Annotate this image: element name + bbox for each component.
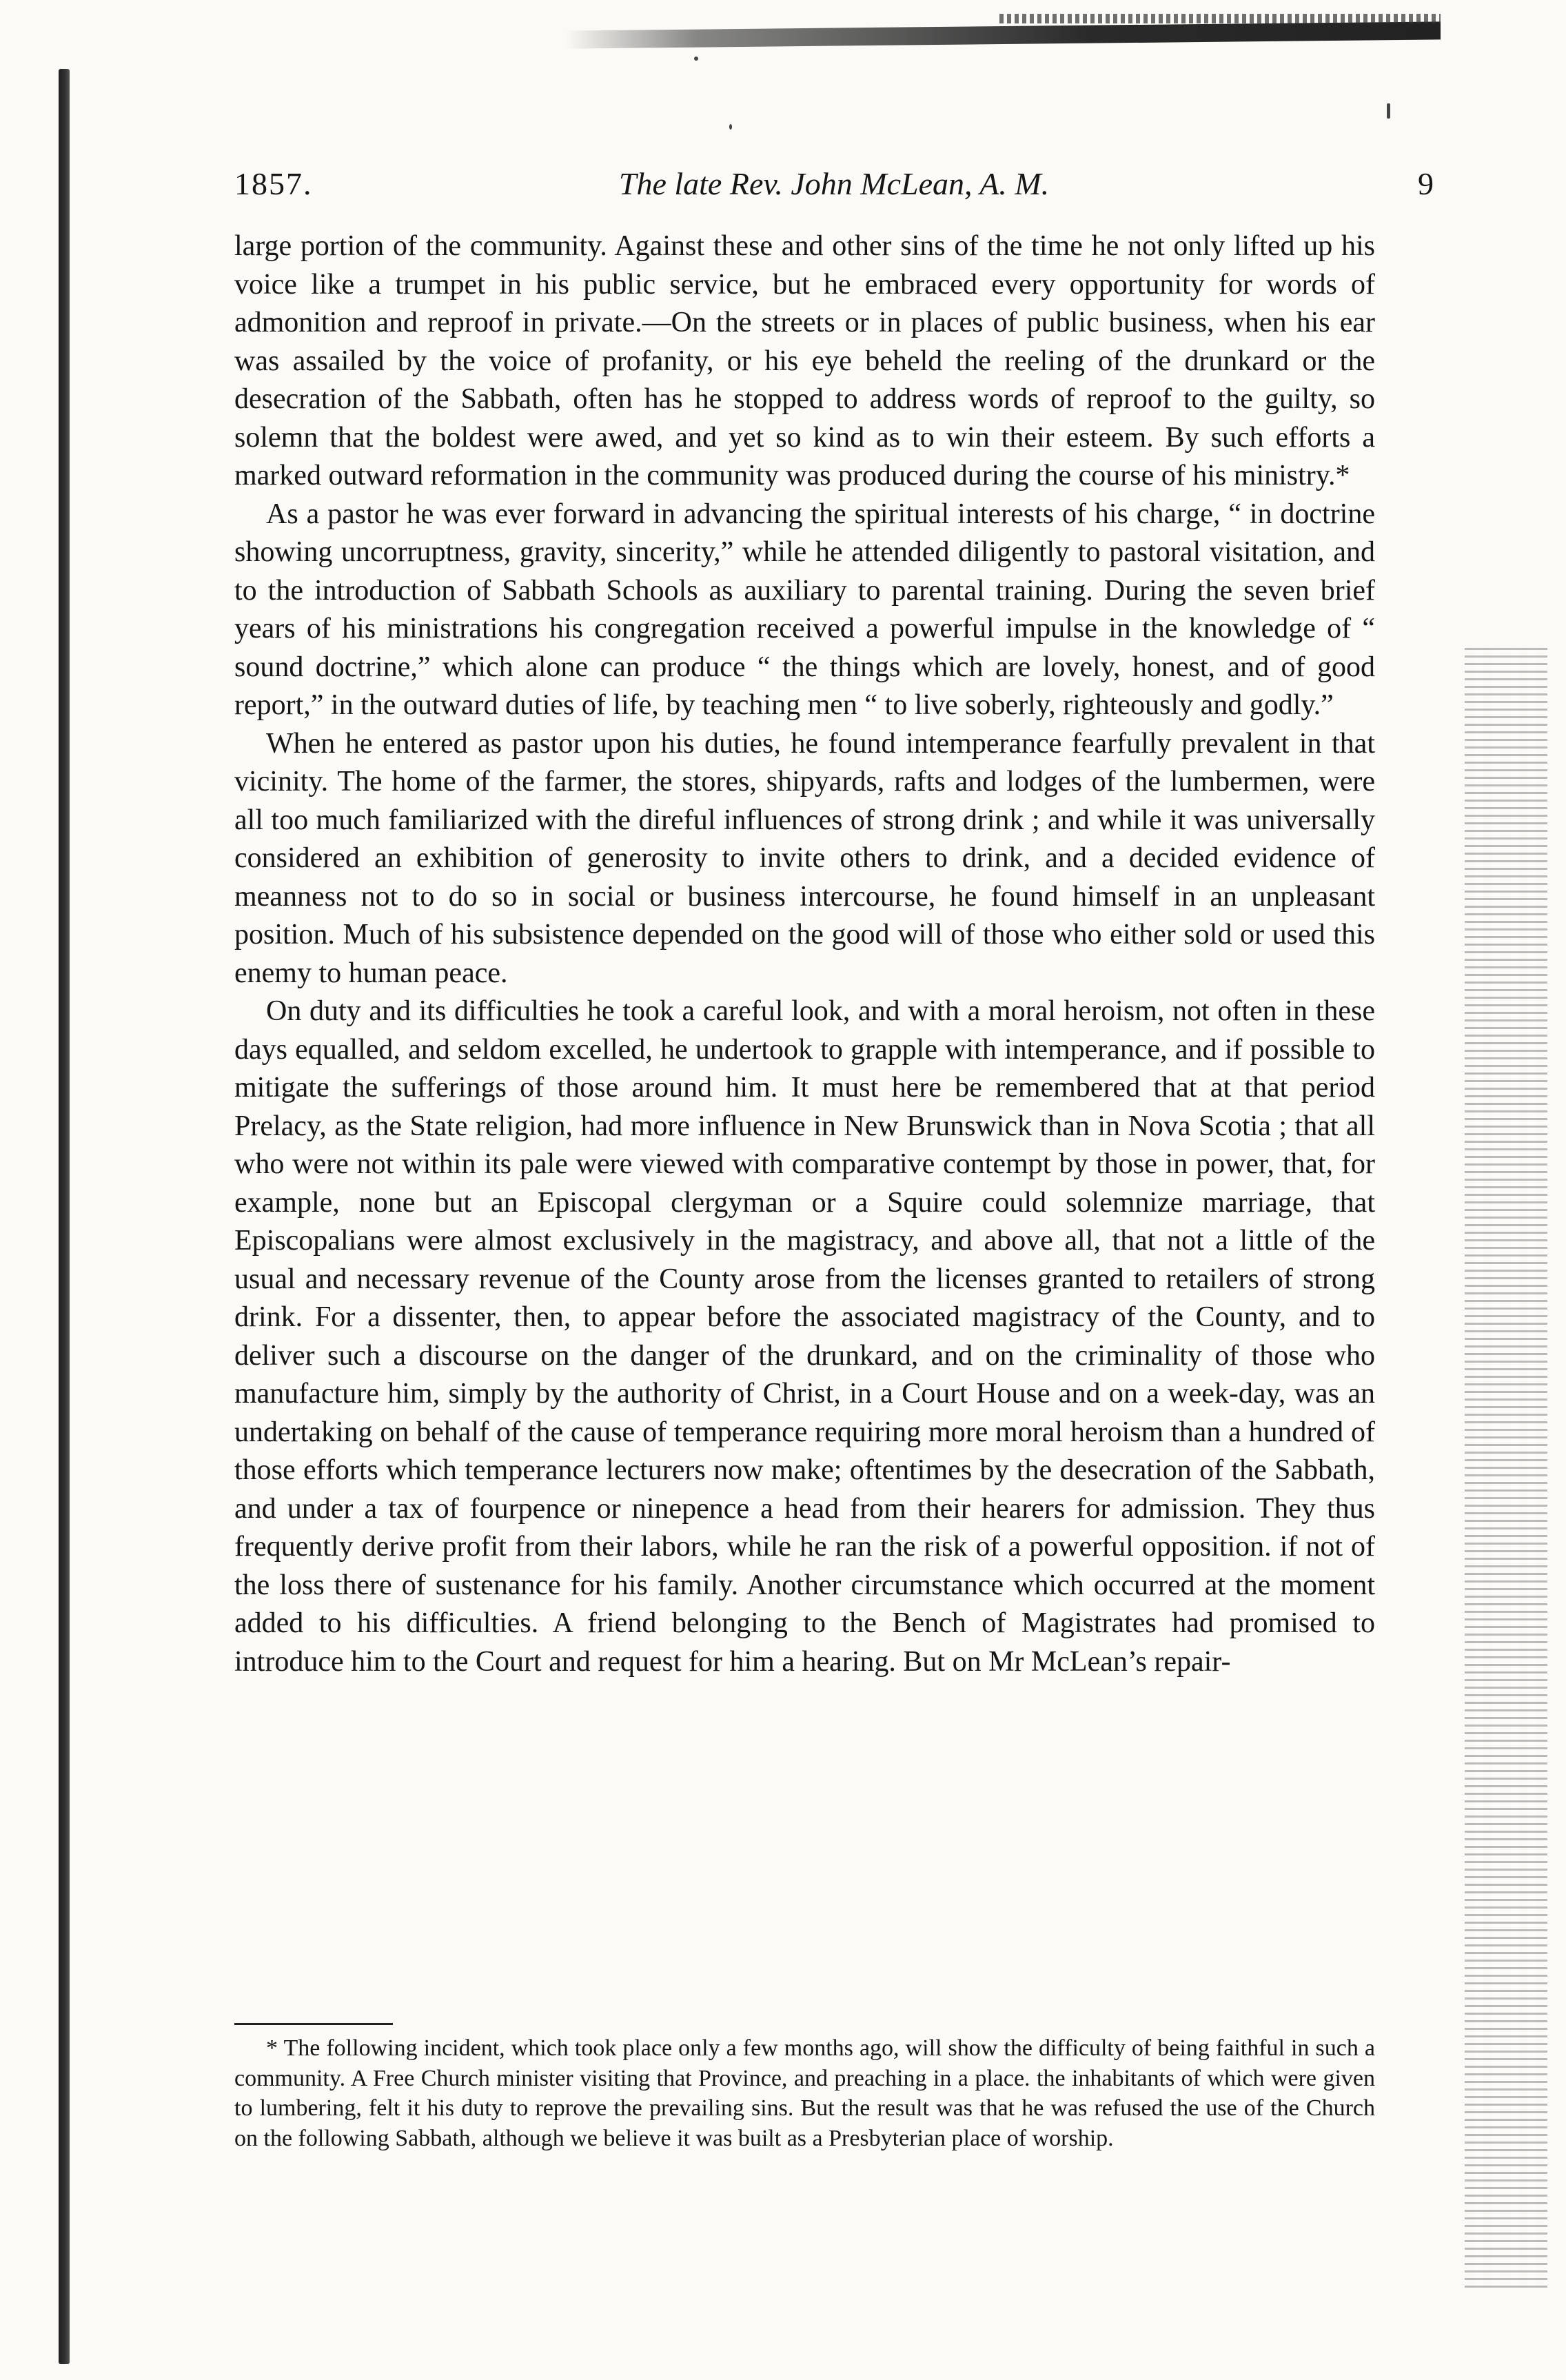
scan-speck bbox=[694, 57, 698, 61]
footnote-text: * The following incident, which took place only a few months ago, will show the difficulty of being faithful in such a community. A Free Church minister visiting that Province, and preaching in a place. the inhabitants of which were given to lumbering, felt it his duty to reprove the prevailing sins. But the result was that he was refused the use of the Church on the following Sabbath, although we believe it was built as a Presbyterian place of worship. bbox=[234, 2035, 1375, 2151]
scan-right-margin-noise bbox=[1465, 648, 1547, 2288]
paragraph: large portion of the community. Against these and other sins of the time he not only lifted up his voice like a trumpet in his public service, but he embraced every opportunity for words of admonition and reproof in private.—On the streets or in places of public business, when his ear was assailed by the voice of profanity, or his eye beheld the reeling of the drunkard or the desecration of the Sabbath, often has he stopped to address words of reproof to the guilty, so solemn that the boldest were awed, and yet so kind as to win their esteem. By such efforts a marked outward reformation in the community was produced during the course of his ministry.* bbox=[234, 230, 1375, 491]
scan-top-streak bbox=[565, 21, 1441, 48]
footnote bbox=[234, 2033, 1375, 2153]
scan-speck bbox=[1387, 103, 1390, 119]
footnote-divider bbox=[234, 2023, 393, 2025]
running-head-title: The late Rev. John McLean, A. M. bbox=[618, 166, 1050, 201]
article-body bbox=[234, 227, 1375, 1681]
scan-speck bbox=[729, 124, 732, 130]
scan-edge-shadow bbox=[59, 69, 70, 2364]
running-head-year: 1857. bbox=[234, 166, 313, 201]
paragraph: When he entered as pastor upon his duties, he found intemperance fearfully prevalent in that vicinity. The home of the farmer, the stores, shipyards, rafts and lodges of the lumbermen, were all too much familiarized with the direful influences of strong drink ; and while it was universally considered an exhibition of generosity to invite others to drink, and a decided evidence of meanness not to do so in social or business intercourse, he found himself in an unpleasant position. Much of his subsistence depended on the good will of those who either sold or used this enemy to human peace. bbox=[234, 727, 1375, 989]
page-number: 9 bbox=[1418, 166, 1434, 201]
paragraph: As a pastor he was ever forward in advancing the spiritual interests of his charge, “ in doctrine showing uncorruptness, gravity, sincerity,” while he attended diligently to pastoral visitation, and to the introduction of Sabbath Schools as auxiliary to parental training. During the seven brief years of his ministrations his congregation received a powerful impulse in the knowledge of “ sound doctrine,” which alone can produce “ the things which are lovely, honest, and of good report,” in the outward duties of life, by teaching men “ to live soberly, righteously and godly.” bbox=[234, 498, 1375, 721]
running-head bbox=[234, 165, 1434, 214]
paragraph: On duty and its difficulties he took a careful look, and with a moral heroism, not often in these days equalled, and seldom excelled, he undertook to grapple with intemperance, and if possible to mitigate the sufferings of those around him. It must here be remembered that at that period Prelacy, as the State religion, had more influence in New Brunswick than in Nova Scotia ; that all who were not within its pale were viewed with comparative contempt by those in power, that, for example, none but an Episcopal clergyman or a Squire could solemnize marriage, that Episcopalians were almost exclusively in the magistracy, and above all, that not a little of the usual and necessary revenue of the County arose from the licenses granted to retailers of strong drink. For a dissenter, then, to appear before the associated magistracy of the County, and to deliver such a discourse on the danger of the drunkard, and on the criminality of those who manufacture him, simply by the authority of Christ, in a Court House and on a week-day, was an undertaking on behalf of the cause of temperance requiring more moral heroism than a hundred of those efforts which temperance lecturers now make; oftentimes by the desecration of the Sabbath, and under a tax of fourpence or ninepence a head from their hearers for admission. They thus frequently derive profit from their labors, while he ran the risk of a powerful opposition. if not of the loss there of sustenance for his family. Another circumstance which occurred at the moment added to his difficulties. A friend belonging to the Bench of Magistrates had promised to introduce him to the Court and request for him a hearing. But on Mr McLean’s repair- bbox=[234, 995, 1375, 1678]
scan-top-streak-dots bbox=[999, 14, 1441, 23]
